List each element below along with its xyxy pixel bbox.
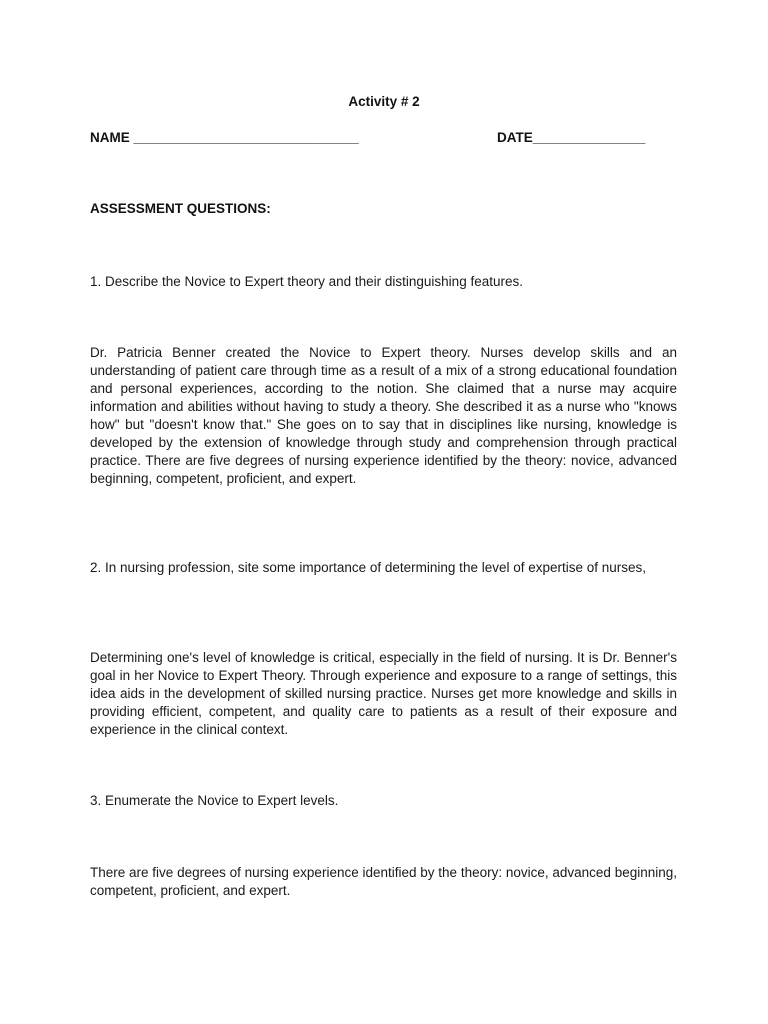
- document-title: Activity # 2: [348, 94, 420, 109]
- name-field: NAME ______________________________: [90, 130, 359, 145]
- answer-2: Determining one's level of knowledge is critical, especially in the field of nursing. It is Dr. Benner's goal in her Novice to Expert Theory. Through experience and exposure to a range of settings, this idea aids in the development of skilled nursing practice. Nurses get more knowledge and skills in providing efficient, competent, and quality care to patients as a result of their exposure and experience in the clinical context.: [90, 650, 677, 737]
- question-1: 1. Describe the Novice to Expert theory and their distinguishing features.: [90, 274, 523, 289]
- answer-3: There are five degrees of nursing experience identified by the theory: novice, advanced beginning, competent, proficient, and expert.: [90, 865, 677, 898]
- question-3: 3. Enumerate the Novice to Expert levels.: [90, 793, 339, 808]
- name-date-row: [90, 130, 678, 148]
- question-2: 2. In nursing profession, site some importance of determining the level of expertise of nurses,: [90, 560, 647, 575]
- answer-1: Dr. Patricia Benner created the Novice to Expert theory. Nurses develop skills and an understanding of patient care through time as a result of a mix of a strong educational foundation and personal experiences, according to the notion. She claimed that a nurse may acquire information and abilities without having to study a theory. She described it as a nurse who "knows how" but "doesn't know that." She goes on to say that in disciplines like nursing, knowledge is developed by the extension of knowledge through study and comprehension through practical practice. There are five degrees of nursing experience identified by the theory: novice, advanced beginning, competent, proficient, and expert.: [90, 345, 677, 486]
- date-field: DATE_______________: [497, 130, 646, 145]
- section-heading: ASSESSMENT QUESTIONS:: [90, 201, 271, 216]
